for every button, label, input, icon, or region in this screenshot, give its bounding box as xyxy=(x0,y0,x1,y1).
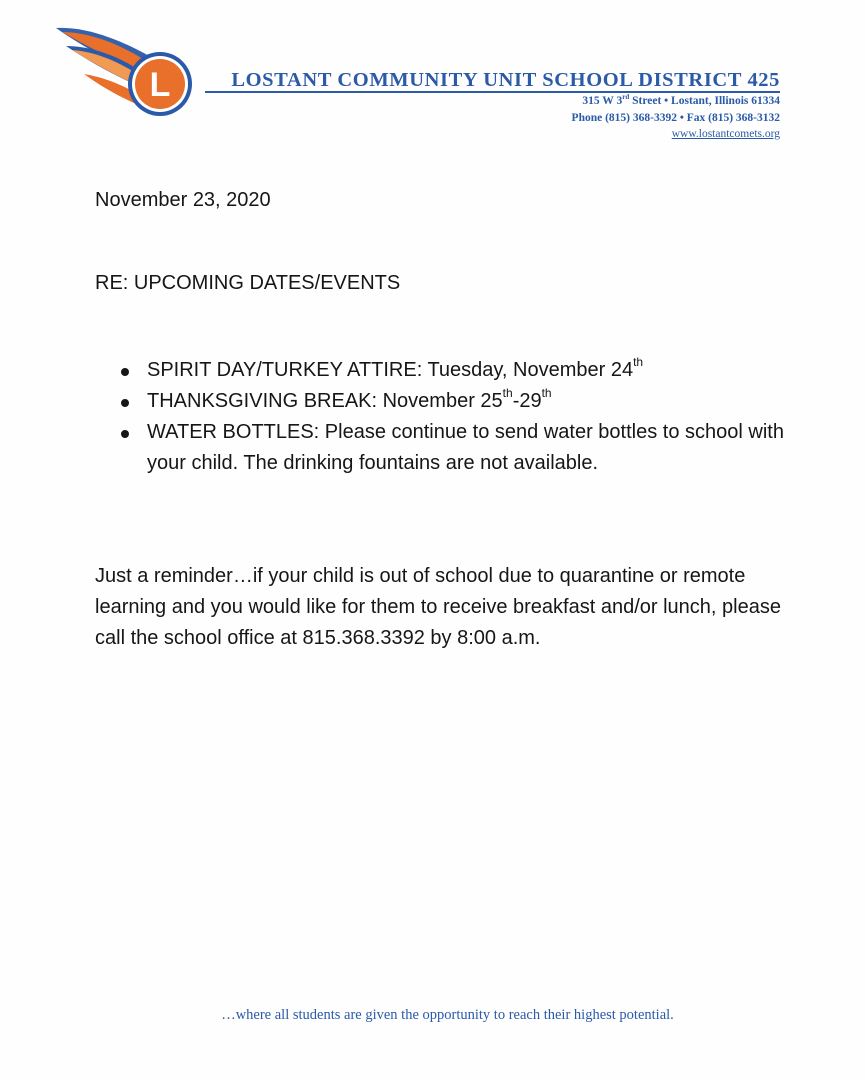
item-superscript: th xyxy=(633,355,644,369)
website-link[interactable]: www.lostantcomets.org xyxy=(671,128,780,140)
item-text: WATER BOTTLES: Please continue to send water bottles to school with your child. The drinking fountains are not available. xyxy=(147,421,784,474)
comet-logo xyxy=(48,22,193,127)
item-text: SPIRIT DAY/TURKEY ATTIRE: Tuesday, November 24 xyxy=(147,359,634,381)
item-text: THANKSGIVING BREAK: November 25 xyxy=(147,390,503,412)
list-item xyxy=(118,386,798,417)
reminder-paragraph: Just a reminder…if your child is out of school due to quarantine or remote learning and you would like for them to receive breakfast and/or lunch, please call the school office at 815.368.3392 by 8:00 a.m. xyxy=(95,565,781,649)
bullet-icon xyxy=(121,430,129,438)
item-text-continued: -29 xyxy=(512,390,542,412)
item-superscript: th xyxy=(541,386,552,400)
list-item xyxy=(118,355,798,386)
address-rest: Street • Lostant, Illinois 61334 xyxy=(629,95,780,107)
phone-fax-line: Phone (815) 368-3392 • Fax (815) 368-3132 xyxy=(571,112,780,124)
address-ordinal: rd xyxy=(622,93,630,102)
footer-motto: …where all students are given the opportunity to reach their highest potential. xyxy=(221,1007,674,1023)
item-superscript: th xyxy=(502,386,513,400)
list-item xyxy=(118,417,798,479)
letterhead-rule xyxy=(205,91,780,93)
bullet-icon xyxy=(121,368,129,376)
address-line xyxy=(200,94,780,109)
letterhead xyxy=(200,68,780,142)
district-name: LOSTANT COMMUNITY UNIT SCHOOL DISTRICT 425 xyxy=(231,69,780,91)
bullet-icon xyxy=(121,399,129,407)
letter-subject: RE: UPCOMING DATES/EVENTS xyxy=(95,272,401,294)
events-list xyxy=(118,355,798,479)
logo-letter: L xyxy=(149,66,171,104)
letter-date: November 23, 2020 xyxy=(95,189,271,211)
address-number: 315 W 3 xyxy=(582,95,623,107)
